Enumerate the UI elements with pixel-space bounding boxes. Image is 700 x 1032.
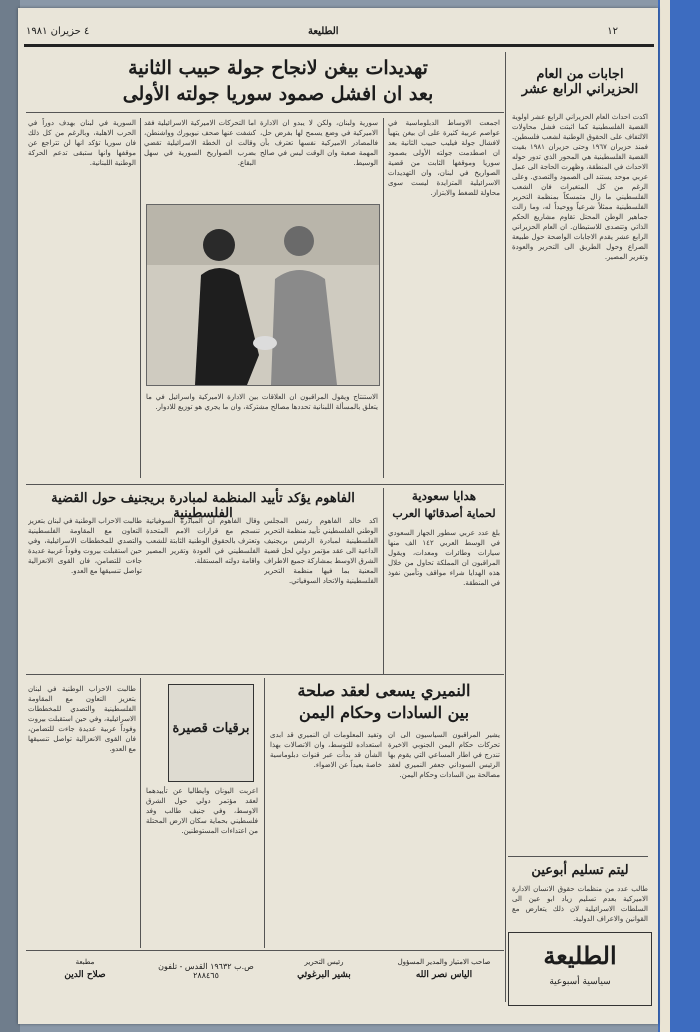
lead-under-photo: الاستنتاج ويقول المراقبون ان العلاقات بين الادارة الاميركية واسرائيل في ما يتعلق بالمسألة اللبنانية تحددها مصالح مشتركة، وان ما يجري هو توزيع للادوار. [146, 393, 378, 411]
handshake-photo-icon [147, 205, 379, 385]
lead-column-4: السورية في لبنان بهدف دوراً في الحرب الاهلية، وبالرغم من كل ذلك فان سوريا تؤكد انها لن تتراجع عن موقفها وانها ستبقى تدعم الحركة الوطنية اللبنانية. [28, 119, 136, 167]
gifts-body: بلغ عدد عربي سطور الجهاز السعودي في الوسط العربي ١٤٢ الف منها سيارات وطائرات ومعدات، ويقول المراقبون ان المملكة تحاول من خلال هذه الهدايا شراء مواقف وتأمين نفوذ في المنطقة. [388, 529, 500, 587]
fahoum-body-2: وقال الفاهوم ان المبادرة السوفياتية تنسجم مع قرارات الامم المتحدة وتعترف بالحقوق الوطنية الثابتة للشعب الفلسطيني في العودة وتقرير المصير واقامة دولته المستقلة. [146, 517, 260, 565]
column-rule [264, 678, 265, 948]
lead-column-3: اما التحركات الاميركية الاسرائيلية فقد كشفت عنها صحف نيويورك وواشنطن، وقالت ان الخطة الاسرائيلية تقضي بضرب الصواريخ السورية في سهل البقاع. [144, 119, 256, 167]
sudan-headline-line1: النميري يسعى لعقد صلحة [297, 681, 471, 700]
sudan-body-2: وتفيد المعلومات ان النميري قد ابدى استعداده للتوسط، وان الاتصالات بهذا الشأن قد بدأت عبر قنوات دبلوماسية خاصة بعيداً عن الاضواء. [270, 731, 382, 769]
publisher-name: الياس نصر الله [415, 970, 473, 980]
lead-rule [26, 112, 504, 113]
cartoon-caption: برقيات قصيرة [172, 721, 250, 736]
lead-column-2: سورية ولبنان، ولكن لا يبدو ان الادارة الاميركية في وضع يسمح لها بفرض حل، فالمصادر الاميركية نفسها تعترف بأن المهمة صعبة وان الوقت ليس في صالح الوسيط. [260, 119, 378, 167]
side-headline: اجابات من العام الحزيراني الرابع عشر [521, 67, 639, 97]
editor-label: رئيس التحرير [304, 958, 344, 966]
cartoon-box [168, 684, 254, 782]
section-rule [26, 674, 504, 675]
left-column-body: طالبت الاحزاب الوطنية في لبنان بتعزيز التعاون مع المقاومة الفلسطينية والتصدي للمخططات الاسرائيلية، وفي حين استقبلت بيروت وفوداً عربية عديدة جاءت للتضامن، فان القوى الانعزالية تواصل تنسيقها مع العدو. [28, 685, 136, 753]
side-box-rule [508, 856, 648, 857]
lead-photo [146, 204, 380, 386]
fahoum-headline: الفاهوم يؤكد تأييد المنظمة لمبادرة بريجنيف حول القضية الفلسطينية [51, 491, 355, 521]
side-box-headline: ليتم تسليم أبوعين [531, 863, 629, 878]
side-box-body: طالب عدد من منظمات حقوق الانسان الادارة الاميركية بعدم تسليم زياد ابو عين الى السلطات الاسرائيلية لان ذلك يتعارض مع القوانين والاعراف الدولية. [512, 885, 648, 923]
header-rule [24, 44, 654, 47]
masthead-title: الطليعة [543, 941, 617, 970]
sudan-body: يشير المراقبون السياسيون الى ان تحركات حكام اليمن الجنوبي الاخيرة تندرج في اطار المساعي التي يقوم بها الرئيس السوداني جعفر النميري لعقد مصالحة بين السادات وحكام اليمن. [388, 731, 500, 779]
column-rule [140, 678, 141, 948]
gifts-subheadline: لحماية أصدقائها العرب [392, 507, 496, 520]
section-rule [26, 484, 504, 485]
lead-headline-line1: تهديدات بيغن لانجاح جولة حبيب الثانية [128, 57, 428, 79]
gifts-headline: هدايا سعودية [411, 489, 477, 503]
masthead-box [508, 932, 652, 1006]
column-rule [505, 52, 506, 1002]
press-name: صلاح الدين [64, 970, 106, 980]
fahoum-body: اكد خالد الفاهوم رئيس المجلس الوطني الفلسطيني تأييد منظمة التحرير الفلسطينية لمبادرة الرئيس بريجنيف الداعية الى عقد مؤتمر دولي لحل قضية الشرق الاوسط بمشاركة جميع الاطراف المعنية بما فيها منظمة التحرير الفلسطينية والاتحاد السوفياتي. [264, 517, 378, 585]
column-rule [383, 488, 384, 674]
fahoum-body-3: طالبت الاحزاب الوطنية في لبنان بتعزيز التعاون مع المقاومة الفلسطينية والتصدي للمخططات الاسرائيلية، وفي حين استقبلت بيروت وفوداً عربية عديدة جاءت للتضامن، فان القوى الانعزالية تواصل تنسيقها مع العدو. [28, 517, 142, 575]
scan-page-edge [660, 0, 670, 1032]
running-head-title: الطليعة [308, 26, 339, 37]
scan-binding-edge [0, 0, 20, 1032]
column-rule [383, 118, 384, 478]
editor-name: بشير البرغوثي [297, 970, 351, 980]
masthead-subtitle: سياسية أسبوعية [549, 977, 611, 987]
press-label: مطبعة [75, 958, 95, 966]
side-body: اكدت احداث العام الحزيراني الرابع عشر اولوية القضية الفلسطينية كما اثبتت فشل محاولات الالتفاف على الحقوق الوطنية لشعب فلسطين. فمنذ حزيران ١٩٦٧ وحتى حزيران ١٩٨١ بقيت القضية الفلسطينية هي المحور الذي تدور حوله الاحداث في المنطقة، وظهرت الحاجة الى عمل عربي موحد يستند الى الصمود والتصدي. وعلى الرغم من كل المتغيرات فان الشعب الفلسطيني ما زال متمسكاً بمنظمة التحرير الفلسطينية ممثلاً شرعياً ووحيداً له، وما زالت جماهير الوطن المحتل تقاوم مشاريع الحكم الذاتي وتتصدى للاستيطان. ان العام الحزيراني الرابع عشر يقدم الاجابات الواضحة حول طبيعة الصراع وحول الطريق الى التحرير والعودة وتقرير المصير. [512, 113, 648, 261]
lead-headline-line2: بعد ان افشل صمود سوريا جولته الأولى [122, 83, 434, 105]
lead-column-intro: اجمعت الاوساط الدبلوماسية في عواصم عربية كثيرة على ان بيغن يتهيأ لافشال جولة فيليب حبيب الثانية بعد ان اصطدمت جولته الأولى بصمود سوريا وموقفها الثابت من قضية الصواريخ في لبنان، وان التهديدات الاسرائيلية المتزايدة ليست سوى محاولة للضغط والابتزاز. [388, 119, 500, 197]
column-rule [140, 118, 141, 478]
page-date: ٤ حزيران ١٩٨١ [26, 26, 90, 37]
newspaper-page [18, 8, 658, 1024]
imprint-address: ص.ب ١٩٦٣٢ القدس - تلفون ٢٨٨٤٦٥ [158, 962, 254, 980]
publisher-label: صاحب الامتياز والمدير المسؤول [397, 958, 491, 966]
sudan-headline-line2: بين السادات وحكام اليمن [298, 703, 470, 722]
cartoon-body: اعربت اليونان وايطاليا عن تأييدهما لعقد مؤتمر دولي حول الشرق الاوسط، وفي جنيف طالب وفد فلسطيني بحماية سكان الارض المحتلة من اعتداءات المستوطنين. [146, 787, 258, 835]
footer-rule [26, 950, 504, 951]
page-number: ١٢ [607, 26, 618, 37]
